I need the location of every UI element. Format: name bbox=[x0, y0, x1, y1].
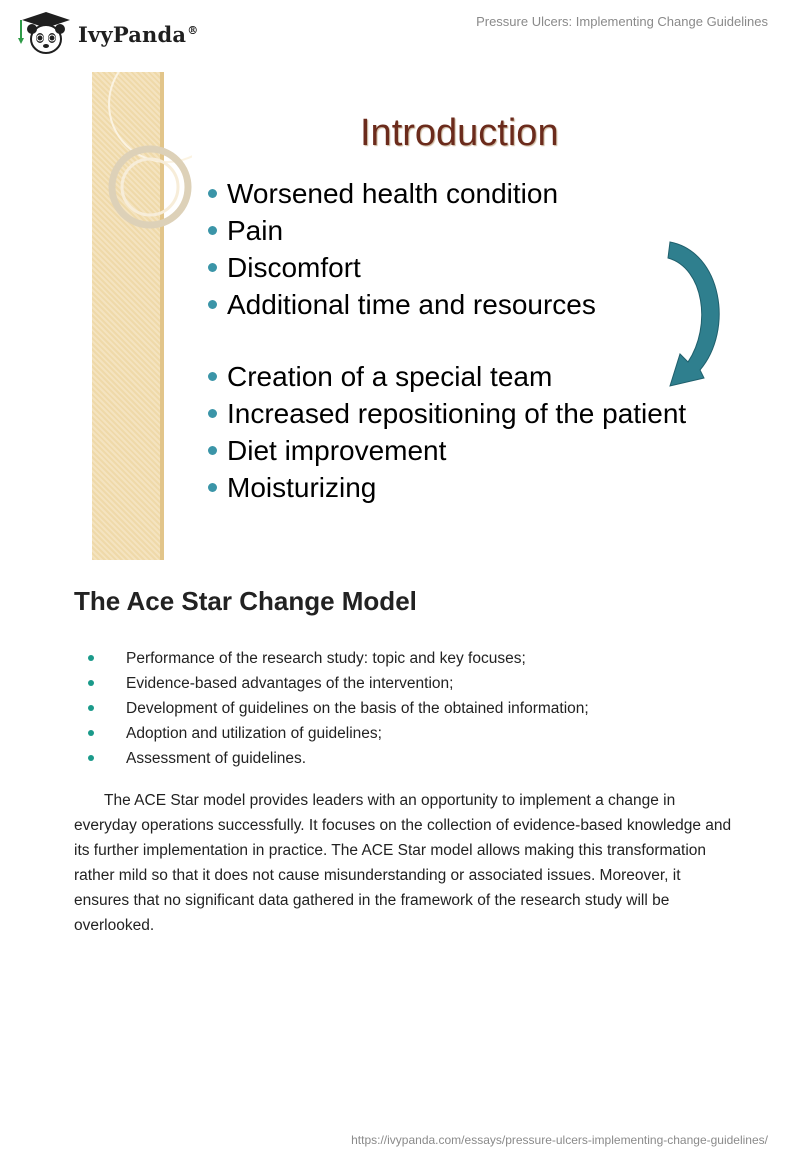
problem-bullets bbox=[206, 175, 596, 323]
section-heading: The Ace Star Change Model bbox=[74, 586, 417, 616]
list-item: Pain bbox=[206, 212, 596, 249]
list-item: Diet improvement bbox=[206, 432, 686, 469]
list-item: Evidence-based advantages of the intervention; bbox=[74, 671, 754, 696]
list-item: Adoption and utilization of guidelines; bbox=[74, 721, 754, 746]
slide-title: Introduction bbox=[360, 112, 559, 154]
list-item: Development of guidelines on the basis of the obtained information; bbox=[74, 696, 754, 721]
bullet-icon bbox=[208, 263, 217, 272]
slide-image bbox=[92, 72, 752, 560]
decorative-rings-icon bbox=[92, 72, 192, 242]
list-item: Moisturizing bbox=[206, 469, 686, 506]
panda-icon bbox=[16, 10, 74, 56]
list-item: Discomfort bbox=[206, 249, 596, 286]
bullet-icon bbox=[208, 189, 217, 198]
bullet-icon bbox=[208, 446, 217, 455]
bullet-icon bbox=[208, 409, 217, 418]
bullet-icon bbox=[208, 483, 217, 492]
ivypanda-logo[interactable] bbox=[16, 10, 206, 56]
list-item: Increased repositioning of the patient bbox=[206, 395, 686, 432]
bullet-icon bbox=[208, 226, 217, 235]
curved-arrow-icon bbox=[660, 238, 730, 398]
solution-bullets bbox=[206, 358, 686, 506]
body-paragraph: The ACE Star model provides leaders with an opportunity to implement a change in everyday operations successfully. It focuses on the collection of evidence-based knowledge and its further implementation in practice. The ACE Star model allows making this transformation rather mild so that it does not cause misunderstanding or associated issues. Moreover, it ensures that no significant data gathered in the framework of the research study will be overlooked. bbox=[74, 792, 732, 934]
list-item: Worsened health condition bbox=[206, 175, 596, 212]
list-item: Additional time and resources bbox=[206, 286, 596, 323]
bullet-icon bbox=[208, 372, 217, 381]
list-item: Performance of the research study: topic and key focuses; bbox=[74, 646, 754, 671]
bullet-icon bbox=[88, 680, 94, 686]
ace-star-steps-list bbox=[74, 646, 754, 771]
list-item: Assessment of guidelines. bbox=[74, 746, 754, 771]
bullet-icon bbox=[88, 655, 94, 661]
source-url-link[interactable]: https://ivypanda.com/essays/pressure-ulcers-implementing-change-guidelines/ bbox=[351, 1133, 768, 1147]
bullet-icon bbox=[88, 730, 94, 736]
brand-name: IvyPanda® bbox=[78, 22, 199, 47]
bullet-icon bbox=[88, 755, 94, 761]
bullet-icon bbox=[88, 705, 94, 711]
bullet-icon bbox=[208, 300, 217, 309]
document-title: Pressure Ulcers: Implementing Change Guidelines bbox=[476, 14, 768, 29]
list-item: Creation of a special team bbox=[206, 358, 686, 395]
